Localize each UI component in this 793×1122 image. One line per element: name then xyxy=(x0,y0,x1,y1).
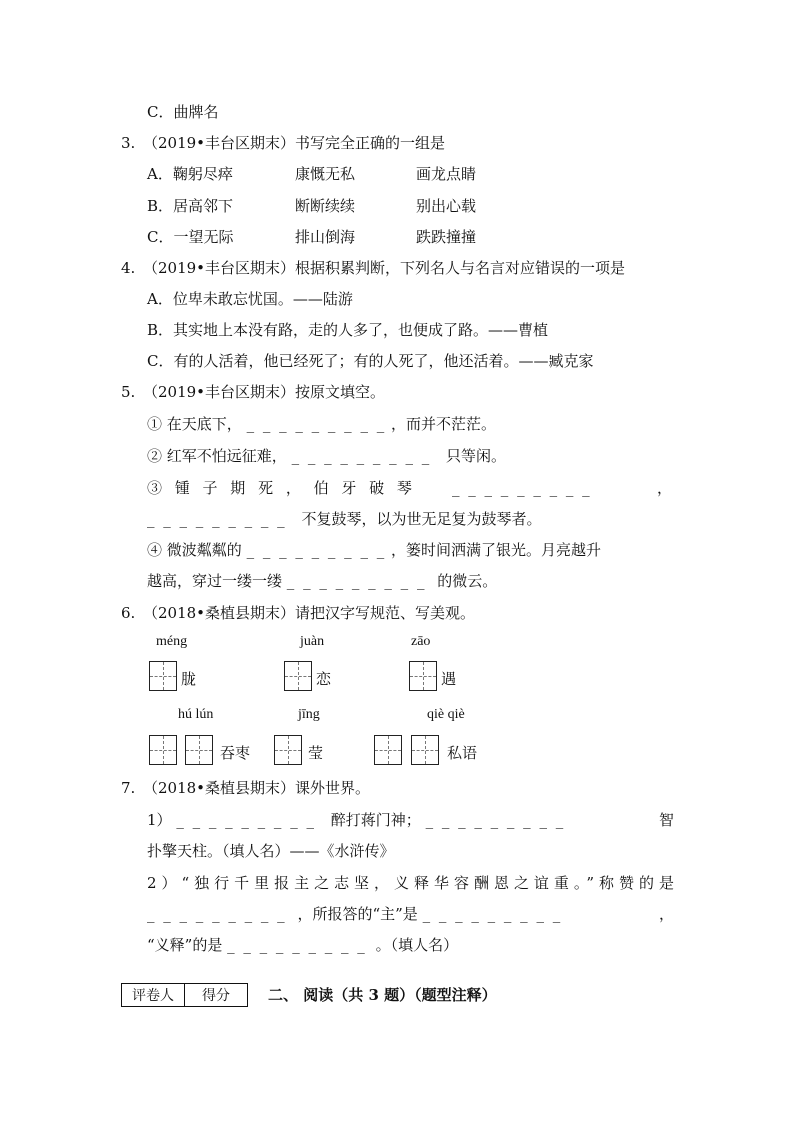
q5-blank-1[interactable]: _ _ _ _ _ _ _ _ _ xyxy=(246,415,387,433)
q5-line-6 xyxy=(147,571,497,591)
q6-writing-box-7[interactable] xyxy=(374,735,402,765)
q7-line-3: 2）“独行千里报主之志坚，义释华容酬恩之谊重。”称赞的是 xyxy=(147,874,674,892)
q7-blank-5[interactable]: _ _ _ _ _ _ _ _ _ xyxy=(227,936,367,954)
q7-l1-mid: 醉打蒋门神； xyxy=(330,811,421,829)
q6-pinyin-jing: jīng xyxy=(298,707,320,722)
q6-stem-text: （2018•桑植县期末）请把汉字写规范、写美观。 xyxy=(143,604,476,622)
q5-l2-tail: 只等闲。 xyxy=(446,447,507,465)
q7-blank-1[interactable]: _ _ _ _ _ _ _ _ _ xyxy=(176,811,316,829)
q6-char-1: 胧 xyxy=(181,670,197,688)
q4-stem-text: （2019•丰台区期末）根据积累判断，下列名人与名言对应错误的一项是 xyxy=(143,259,626,277)
q7-number: 7. xyxy=(121,779,136,797)
q6-pinyin-zao: zāo xyxy=(411,634,431,649)
score-cell: 得分 xyxy=(185,984,248,1007)
q5-line-2 xyxy=(147,446,506,466)
q3-option-c-word3: 跌跌撞撞 xyxy=(416,228,477,246)
q7-l5-tail: 。（填人名） xyxy=(375,936,459,954)
q5-blank-5[interactable]: _ _ _ _ _ _ _ _ _ xyxy=(246,541,387,559)
score-table xyxy=(121,983,248,1007)
q7-blank-4[interactable]: _ _ _ _ _ _ _ _ _ xyxy=(422,905,563,923)
q7-line-4 xyxy=(147,904,674,924)
q5-blank-2[interactable]: _ _ _ _ _ _ _ _ _ xyxy=(291,447,432,465)
q7-line-2: 扑擎天柱。（填人名）——《水浒传》 xyxy=(147,842,395,860)
q6-writing-box-5[interactable] xyxy=(185,735,213,765)
q6-char-4: 吞枣 xyxy=(220,744,251,762)
q5-line-5 xyxy=(147,540,601,560)
q5-number: 5. xyxy=(121,383,136,401)
q5-l5-tail: ，篓时间洒满了银光。月亮越升 xyxy=(391,541,602,559)
q6-char-6: 私语 xyxy=(447,744,478,762)
q6-char-5: 莹 xyxy=(308,744,324,762)
q6-writing-box-3[interactable] xyxy=(409,661,437,691)
q3-option-b-label: B．居高邻下 xyxy=(147,197,234,215)
q4-option-c: C．有的人活着，他已经死了；有的人死了，他还活着。——臧克家 xyxy=(147,352,594,370)
q6-writing-box-4[interactable] xyxy=(149,735,177,765)
q2-option-c: C．曲牌名 xyxy=(147,103,219,121)
q3-option-a-word2: 康慨无私 xyxy=(295,165,356,183)
q5-l5-text: ④ 微波粼粼的 xyxy=(147,541,242,559)
q7-l4-tail: ， xyxy=(658,905,674,923)
q4-option-a: A．位卑未敢忘忧国。——陆游 xyxy=(147,290,353,308)
q3-option-c-word2: 排山倒海 xyxy=(295,228,356,246)
q6-pinyin-hulun: hú lún xyxy=(178,707,214,722)
q6-writing-box-6[interactable] xyxy=(274,735,302,765)
q4-option-b: B．其实地上本没有路，走的人多了，也便成了路。——曹植 xyxy=(147,321,549,339)
q7-l4-mid: ，所报答的“主”是 xyxy=(297,905,418,923)
q5-stem xyxy=(121,382,386,402)
q6-writing-box-2[interactable] xyxy=(284,661,312,691)
section-2-title: 二、 阅读（共 3 题）（题型注释） xyxy=(268,986,497,1004)
q5-l3-tail: ， xyxy=(657,479,673,497)
q7-blank-2[interactable]: _ _ _ _ _ _ _ _ _ xyxy=(425,811,566,829)
q3-option-a-label: A．鞠躬尽瘁 xyxy=(147,165,233,183)
q5-line-1 xyxy=(147,414,496,434)
q6-char-2: 恋 xyxy=(316,670,332,688)
q7-stem-text: （2018•桑植县期末）课外世界。 xyxy=(143,779,371,797)
q5-blank-6[interactable]: _ _ _ _ _ _ _ _ _ xyxy=(286,572,427,590)
q6-pinyin-juan: juàn xyxy=(300,634,325,649)
q7-stem xyxy=(121,778,371,798)
q7-l5-text: “义释”的是 xyxy=(147,936,223,954)
q5-stem-text: （2019•丰台区期末）按原文填空。 xyxy=(143,383,386,401)
q7-line-1 xyxy=(147,810,674,830)
q5-l6-tail: 的微云。 xyxy=(437,572,498,590)
q5-l3-text: ③ 锺 子 期 死 ， 伯 牙 破 琴 xyxy=(147,479,416,497)
q5-line-4 xyxy=(147,509,541,529)
q5-blank-3[interactable]: _ _ _ _ _ _ _ _ _ xyxy=(452,479,592,497)
q7-l1-label: 1） xyxy=(147,811,172,829)
q6-writing-box-8[interactable] xyxy=(411,735,439,765)
q7-l1-tail: 智 xyxy=(658,811,674,829)
reviewer-cell: 评卷人 xyxy=(122,984,185,1007)
q6-writing-box-1[interactable] xyxy=(149,661,177,691)
q5-blank-4[interactable]: _ _ _ _ _ _ _ _ _ xyxy=(147,510,287,528)
q3-option-c-label: C．一望无际 xyxy=(147,228,234,246)
q5-l4-tail: 不复鼓琴，以为世无足复为鼓琴者。 xyxy=(301,510,542,528)
q4-number: 4. xyxy=(121,259,136,277)
q5-line-3 xyxy=(147,478,673,498)
q7-blank-3[interactable]: _ _ _ _ _ _ _ _ _ xyxy=(147,905,287,923)
q6-char-3: 遇 xyxy=(441,670,457,688)
q6-pinyin-qieqie: qiè qiè xyxy=(427,707,465,722)
q3-option-b-word3: 别出心载 xyxy=(416,197,477,215)
q4-stem xyxy=(121,258,626,278)
q3-option-b-word2: 断断续续 xyxy=(295,197,356,215)
q5-l6-text: 越高，穿过一缕一缕 xyxy=(147,572,283,590)
q3-option-a-word3: 画龙点睛 xyxy=(416,165,477,183)
q6-stem xyxy=(121,603,476,623)
q3-number: 3. xyxy=(121,134,136,152)
q6-number: 6. xyxy=(121,604,136,622)
q7-line-5 xyxy=(147,935,458,955)
q5-l1-text: ① 在天底下， xyxy=(147,415,242,433)
q5-l2-text: ② 红军不怕远征难， xyxy=(147,447,287,465)
q6-pinyin-meng: méng xyxy=(156,634,188,649)
q3-stem-text: （2019•丰台区期末）书写完全正确的一组是 xyxy=(143,134,446,152)
q3-stem xyxy=(121,133,446,153)
q5-l1-tail: ，而并不茫茫。 xyxy=(391,415,497,433)
